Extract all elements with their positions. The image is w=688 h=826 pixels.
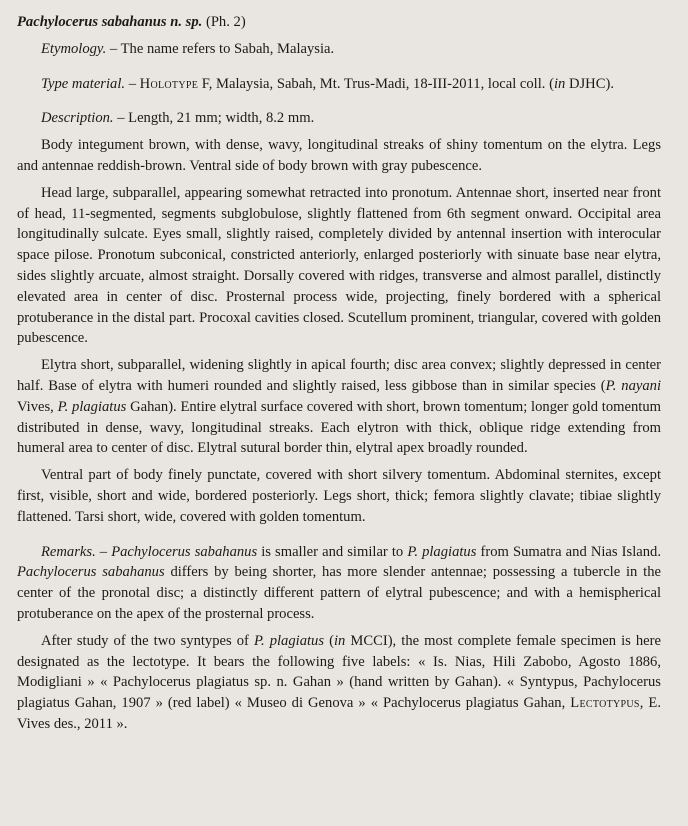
description-paragraph-4: Ventral part of body finely punctate, covered with short silvery tomentum. Abdominal sternites, except first, visible, short and wide, bordered posteriorly. Legs short, thick; femora slightly clavate; tibiae slightly flattened. Tarsi short, wide, covered with golden tomentum. (17, 467, 661, 525)
type-material-label: Type material. (41, 75, 126, 92)
description-paragraph-1: Body integument brown, with dense, wavy, longitudinal streaks of shiny tomentum on the elytra. Legs and antennae reddish-brown. Ventral side of body brown with gray pubescence. (17, 137, 661, 174)
remarks-label: Remarks. (41, 543, 96, 560)
description-paragraph-2: Head large, subparallel, appearing somewhat retracted into pronotum. Antennae short, inserted near front of head, 11-segmented, segments subglobulose, slightly flattened from 6th segment onward. Occipital area longitudinally sulcate. Eyes small, slightly raised, completely divided by antennal insertion with interocular space pilose. Pronotum subconical, constricted anteriorly, enlarged posteriorly with sinuate base near elytra, sides slightly arcuate, almost straight. Dorsally covered with ridges, transverse and almost parallel, distinctly elevated area in center of disc. Prosternal process wide, projecting, finely bordered with a spherical protuberance in the distal part. Procoxal cavities closed. Scutellum prominent, triangular, covered with golden pubescence. (17, 184, 661, 347)
final-text-2: ( (324, 632, 334, 649)
remarks-text-3: differs by being shorter, has more slender antennae; possessing a tubercle in the center of the pronotal disc; a distinctly different pattern of elytral pubescence; and with a hemispherical protuberance on the apex of the prosternal process. (17, 564, 661, 622)
description-label: Description. (41, 110, 114, 127)
lectotypus-term: Lectotypus (570, 695, 640, 712)
remarks-text-1: is smaller and similar to (257, 543, 408, 560)
etymology-section (17, 39, 661, 60)
species-name-ref-4: P. plagiatus (253, 632, 325, 649)
p3-text-c: Gahan). Entire elytral surface covered with short, brown tomentum; longer gold tomentum distributed in dense, wavy, longitudinal streaks. Each elytron with thick, oblique ridge extending from humeral area to center of disc. Elytral sutural border thin, elytral apex broadly rounded. (17, 398, 661, 457)
remarks-paragraph (17, 542, 661, 625)
species-name-ref-2: P. plagiatus (407, 543, 477, 560)
remarks-text-2: from Sumatra and Nias Island. (476, 543, 661, 560)
type-material-section: Type material. – Holotype F, Malaysia, Sabah, Mt. Trus-Madi, 18-III-2011, local coll. (in DJHC). (41, 75, 614, 92)
type-material-in: in (553, 75, 566, 92)
description-heading (17, 108, 661, 129)
species-name-ref-1: Pachylocerus sabahanus (111, 543, 258, 560)
final-in: in (333, 632, 346, 649)
description-measurements: – Length, 21 mm; width, 8.2 mm. (117, 110, 315, 127)
description-paragraph-3 (17, 355, 661, 459)
species-title (17, 12, 661, 33)
etymology-text: – The name refers to Sabah, Malaysia. (109, 40, 335, 57)
final-text-1: After study of the two syntypes of (41, 632, 254, 649)
type-material-text-b: DJHC). (568, 75, 614, 92)
species-name-ref-3: Pachylocerus sabahanus (17, 564, 165, 581)
p3-text-a: Elytra short, subparallel, widening slightly in apical fourth; disc area convex; slightly depressed in center half. Base of elytra with humeri rounded and slightly raised, less gibbose than in similar species ( (17, 357, 661, 394)
final-text-3: MCCI), the most complete female specimen is here designated as the lectotype. It bears the following five labels: « Is. Nias, Hili Zabobo, Agosto 1886, Modigliani » « Pachylocerus plagiatus sp. n. Gahan » (hand written by Gahan). « Syntypus, Pachylocerus plagiatus Gahan, 1907 » (red label) « Museo di Genova » « Pachylocerus plagiatus Gahan, (17, 632, 661, 712)
remarks-dash: – (95, 543, 112, 560)
species-p-plagiatus: P. plagiatus (57, 398, 127, 415)
plate-reference: (Ph. 2) (205, 14, 246, 30)
holotype-term: Holotype (139, 75, 199, 92)
lectotype-paragraph (17, 631, 661, 735)
final-text-4: , E. Vives des., 2011 ». (17, 695, 661, 732)
species-p-nayani: P. nayani (605, 377, 661, 394)
etymology-label: Etymology. (41, 40, 107, 57)
species-name: Pachylocerus sabahanus n. sp. (17, 14, 203, 30)
type-material-text-a: F, Malaysia, Sabah, Mt. Trus-Madi, 18-III-2011, local coll. ( (201, 75, 554, 92)
p3-text-b: Vives, (17, 398, 58, 415)
